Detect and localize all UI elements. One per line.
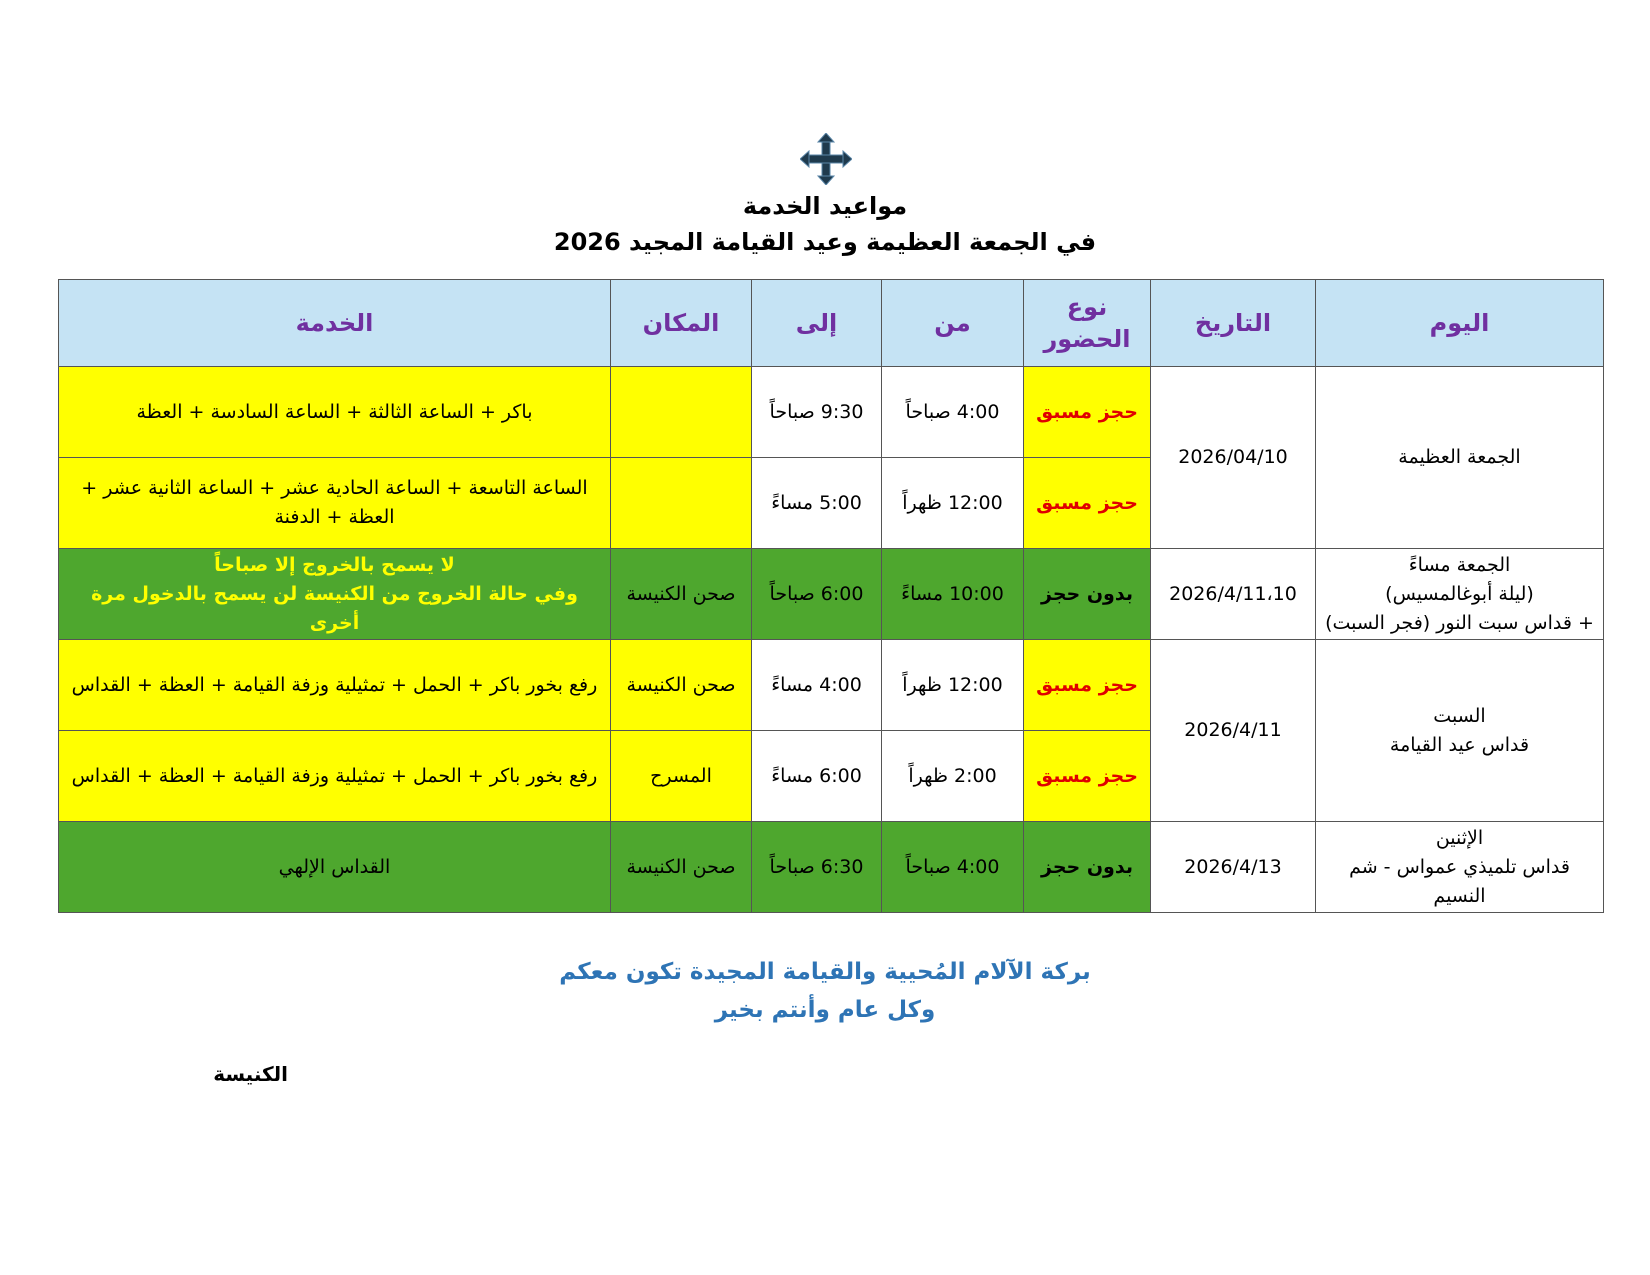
attendance-cell: حجز مسبق (1024, 640, 1151, 731)
from-cell: 12:00 ظهراً (882, 640, 1024, 731)
service-cell: الساعة التاسعة + الساعة الحادية عشر + الساعة الثانية عشر + العظة + الدفنة (59, 458, 611, 549)
day-line: السبت (1433, 704, 1486, 727)
from-cell: 12:00 ظهراً (882, 458, 1024, 549)
header-day: اليوم (1316, 280, 1604, 367)
header-attendance: نوع الحضور (1024, 280, 1151, 367)
day-line: (ليلة أبوغالمسيس) (1385, 582, 1534, 605)
date-cell: 2026/4/13 (1151, 822, 1316, 913)
signature: الكنيسة (213, 1062, 288, 1086)
attendance-cell: بدون حجز (1024, 822, 1151, 913)
header-service: الخدمة (59, 280, 611, 367)
service-cell: رفع بخور باكر + الحمل + تمثيلية وزفة القيامة + العظة + القداس (59, 731, 611, 822)
day-line: قداس تلميذي عمواس - شم النسيم (1349, 855, 1570, 907)
day-cell (1316, 640, 1604, 822)
service-cell: رفع بخور باكر + الحمل + تمثيلية وزفة القيامة + العظة + القداس (59, 640, 611, 731)
blessing-text (0, 953, 1650, 1029)
attendance-cell: حجز مسبق (1024, 367, 1151, 458)
attendance-cell: بدون حجز (1024, 549, 1151, 640)
to-cell: 9:30 صباحاً (752, 367, 882, 458)
day-cell (1316, 822, 1604, 913)
coptic-cross-icon (800, 133, 852, 185)
table-row (59, 367, 1604, 458)
service-cell (59, 549, 611, 640)
attendance-cell: حجز مسبق (1024, 458, 1151, 549)
place-cell (611, 367, 752, 458)
date-cell: 2026/4/11،10 (1151, 549, 1316, 640)
schedule-table (58, 279, 1604, 913)
day-line: الإثنين (1435, 826, 1484, 849)
date-cell: 2026/4/11 (1151, 640, 1316, 822)
place-cell (611, 458, 752, 549)
to-cell: 6:00 مساءً (752, 731, 882, 822)
to-cell: 6:30 صباحاً (752, 822, 882, 913)
date-cell: 2026/04/10 (1151, 367, 1316, 549)
page-title: مواعيد الخدمة (742, 192, 908, 220)
service-note: وفي حالة الخروج من الكنيسة لن يسمح بالدخول مرة أخرى (91, 582, 578, 634)
header-place: المكان (611, 280, 752, 367)
service-cell: القداس الإلهي (59, 822, 611, 913)
header-from: من (882, 280, 1024, 367)
service-cell: باكر + الساعة الثالثة + الساعة السادسة + العظة (59, 367, 611, 458)
place-cell: المسرح (611, 731, 752, 822)
place-cell: صحن الكنيسة (611, 822, 752, 913)
header-to: إلى (752, 280, 882, 367)
day-cell (1316, 549, 1604, 640)
attendance-cell: حجز مسبق (1024, 731, 1151, 822)
day-line: + قداس سبت النور (فجر السبت) (1325, 611, 1594, 634)
place-cell: صحن الكنيسة (611, 549, 752, 640)
table-header-row (59, 280, 1604, 367)
blessing-line: بركة الآلام المُحيية والقيامة المجيدة تكون معكم (559, 959, 1091, 985)
page-subtitle: في الجمعة العظيمة وعيد القيامة المجيد 2026 (553, 228, 1097, 256)
day-line: قداس عيد القيامة (1389, 733, 1530, 756)
to-cell: 6:00 صباحاً (752, 549, 882, 640)
from-cell: 2:00 ظهراً (882, 731, 1024, 822)
to-cell: 4:00 مساءً (752, 640, 882, 731)
table-row (59, 822, 1604, 913)
blessing-line: وكل عام وأنتم بخير (714, 997, 936, 1023)
day-line: الجمعة مساءً (1408, 553, 1511, 576)
from-cell: 4:00 صباحاً (882, 822, 1024, 913)
table-row (59, 549, 1604, 640)
service-note: لا يسمح بالخروج إلا صباحاً (214, 553, 455, 576)
header-date: التاريخ (1151, 280, 1316, 367)
day-cell: الجمعة العظيمة (1316, 367, 1604, 549)
from-cell: 4:00 صباحاً (882, 367, 1024, 458)
from-cell: 10:00 مساءً (882, 549, 1024, 640)
table-row (59, 640, 1604, 731)
to-cell: 5:00 مساءً (752, 458, 882, 549)
place-cell: صحن الكنيسة (611, 640, 752, 731)
